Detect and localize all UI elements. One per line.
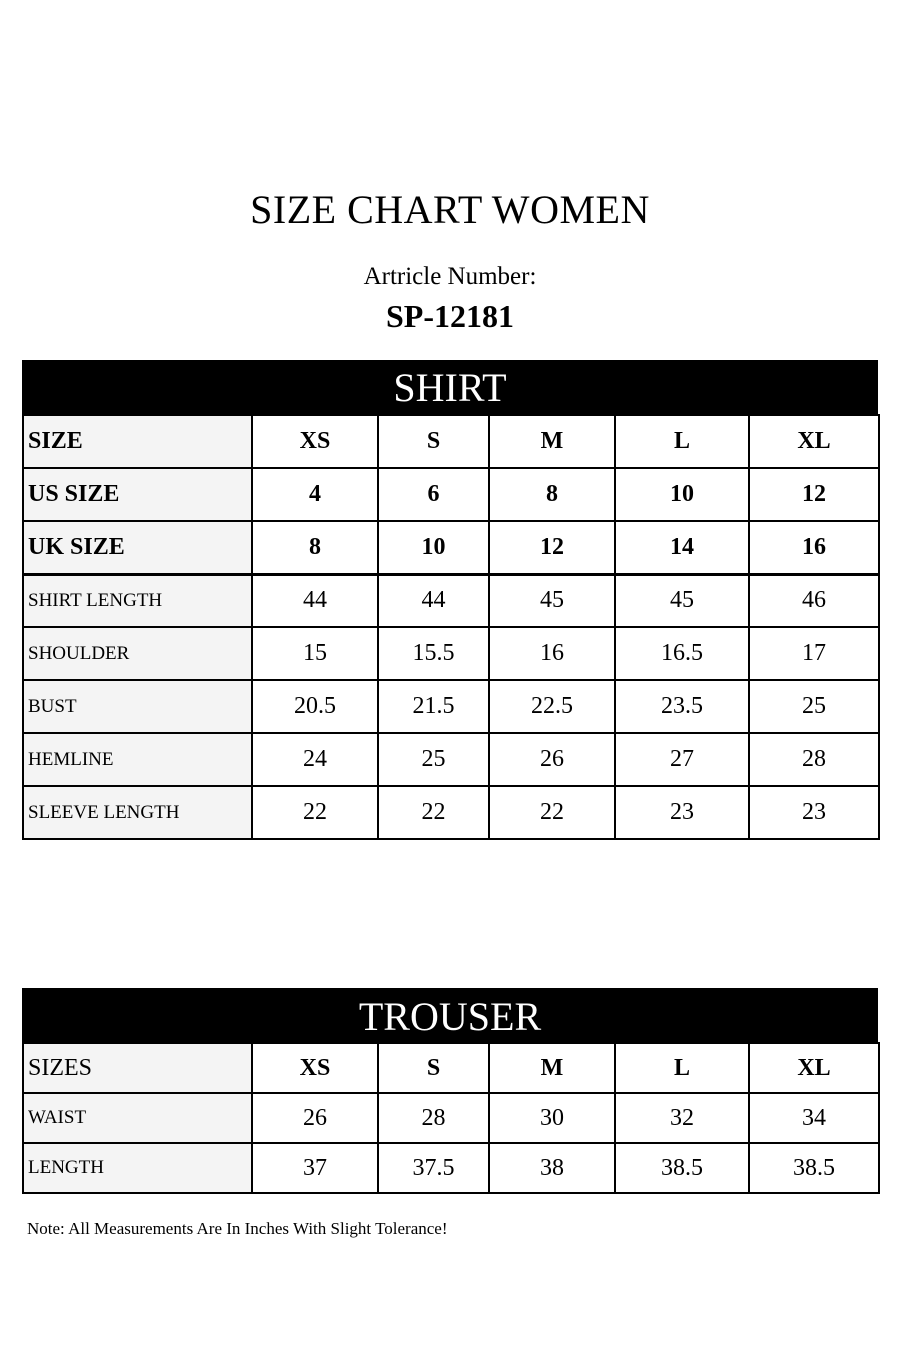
row-label: HEMLINE bbox=[23, 733, 252, 786]
table-row bbox=[23, 468, 879, 521]
table-cell: 25 bbox=[749, 680, 879, 733]
table-cell: 44 bbox=[252, 574, 378, 627]
table-cell: 46 bbox=[749, 574, 879, 627]
table-cell: 10 bbox=[615, 468, 749, 521]
table-cell: 8 bbox=[489, 468, 615, 521]
table-cell: 28 bbox=[378, 1093, 489, 1143]
table-cell: 23 bbox=[615, 786, 749, 839]
table-cell: 44 bbox=[378, 574, 489, 627]
size-header: S bbox=[378, 1043, 489, 1093]
table-row bbox=[23, 415, 879, 468]
table-cell: 6 bbox=[378, 468, 489, 521]
table-cell: 22 bbox=[378, 786, 489, 839]
trouser-section bbox=[22, 988, 878, 1194]
table-cell: 12 bbox=[489, 521, 615, 574]
size-header: XS bbox=[252, 1043, 378, 1093]
row-label: LENGTH bbox=[23, 1143, 252, 1193]
table-cell: 16.5 bbox=[615, 627, 749, 680]
table-row bbox=[23, 1093, 879, 1143]
page-title: SIZE CHART WOMEN bbox=[250, 187, 650, 232]
row-label: SLEEVE LENGTH bbox=[23, 786, 252, 839]
table-cell: 27 bbox=[615, 733, 749, 786]
table-cell: 38.5 bbox=[615, 1143, 749, 1193]
table-cell: 24 bbox=[252, 733, 378, 786]
table-cell: 22.5 bbox=[489, 680, 615, 733]
table-cell: 45 bbox=[615, 574, 749, 627]
table-cell: 10 bbox=[378, 521, 489, 574]
size-header: M bbox=[489, 415, 615, 468]
size-header: L bbox=[615, 415, 749, 468]
size-header: L bbox=[615, 1043, 749, 1093]
table-cell: 21.5 bbox=[378, 680, 489, 733]
table-cell: 28 bbox=[749, 733, 879, 786]
table-cell: 45 bbox=[489, 574, 615, 627]
row-label: SIZES bbox=[23, 1043, 252, 1093]
table-row bbox=[23, 786, 879, 839]
table-cell: 34 bbox=[749, 1093, 879, 1143]
row-label: US SIZE bbox=[23, 468, 252, 521]
measurement-note: Note: All Measurements Are In Inches With Slight Tolerance! bbox=[27, 1219, 448, 1238]
table-cell: 22 bbox=[489, 786, 615, 839]
row-label: SIZE bbox=[23, 415, 252, 468]
table-row bbox=[23, 1143, 879, 1193]
table-row bbox=[23, 680, 879, 733]
trouser-size-table bbox=[22, 1042, 880, 1194]
table-cell: 17 bbox=[749, 627, 879, 680]
article-number-label: Artricle Number: bbox=[363, 263, 537, 290]
table-cell: 38.5 bbox=[749, 1143, 879, 1193]
table-cell: 4 bbox=[252, 468, 378, 521]
size-header: S bbox=[378, 415, 489, 468]
row-label: BUST bbox=[23, 680, 252, 733]
table-cell: 23.5 bbox=[615, 680, 749, 733]
table-cell: 14 bbox=[615, 521, 749, 574]
size-header: XL bbox=[749, 415, 879, 468]
row-label: UK SIZE bbox=[23, 521, 252, 574]
table-cell: 23 bbox=[749, 786, 879, 839]
table-cell: 38 bbox=[489, 1143, 615, 1193]
table-cell: 20.5 bbox=[252, 680, 378, 733]
table-cell: 15.5 bbox=[378, 627, 489, 680]
table-cell: 25 bbox=[378, 733, 489, 786]
shirt-size-table bbox=[22, 414, 880, 840]
size-header: M bbox=[489, 1043, 615, 1093]
table-row bbox=[23, 1043, 879, 1093]
table-cell: 15 bbox=[252, 627, 378, 680]
table-cell: 12 bbox=[749, 468, 879, 521]
size-header: XL bbox=[749, 1043, 879, 1093]
table-row bbox=[23, 733, 879, 786]
table-row bbox=[23, 574, 879, 627]
table-row bbox=[23, 521, 879, 574]
article-number: SP-12181 bbox=[386, 298, 514, 334]
table-cell: 30 bbox=[489, 1093, 615, 1143]
row-label: SHOULDER bbox=[23, 627, 252, 680]
table-cell: 32 bbox=[615, 1093, 749, 1143]
size-header: XS bbox=[252, 415, 378, 468]
table-cell: 22 bbox=[252, 786, 378, 839]
table-cell: 37 bbox=[252, 1143, 378, 1193]
row-label: SHIRT LENGTH bbox=[23, 574, 252, 627]
row-label: WAIST bbox=[23, 1093, 252, 1143]
trouser-banner: TROUSER bbox=[22, 988, 878, 1042]
table-row bbox=[23, 627, 879, 680]
table-cell: 16 bbox=[489, 627, 615, 680]
table-cell: 26 bbox=[489, 733, 615, 786]
table-cell: 26 bbox=[252, 1093, 378, 1143]
shirt-banner: SHIRT bbox=[22, 360, 878, 414]
shirt-section bbox=[22, 360, 878, 840]
table-cell: 37.5 bbox=[378, 1143, 489, 1193]
table-cell: 8 bbox=[252, 521, 378, 574]
table-cell: 16 bbox=[749, 521, 879, 574]
